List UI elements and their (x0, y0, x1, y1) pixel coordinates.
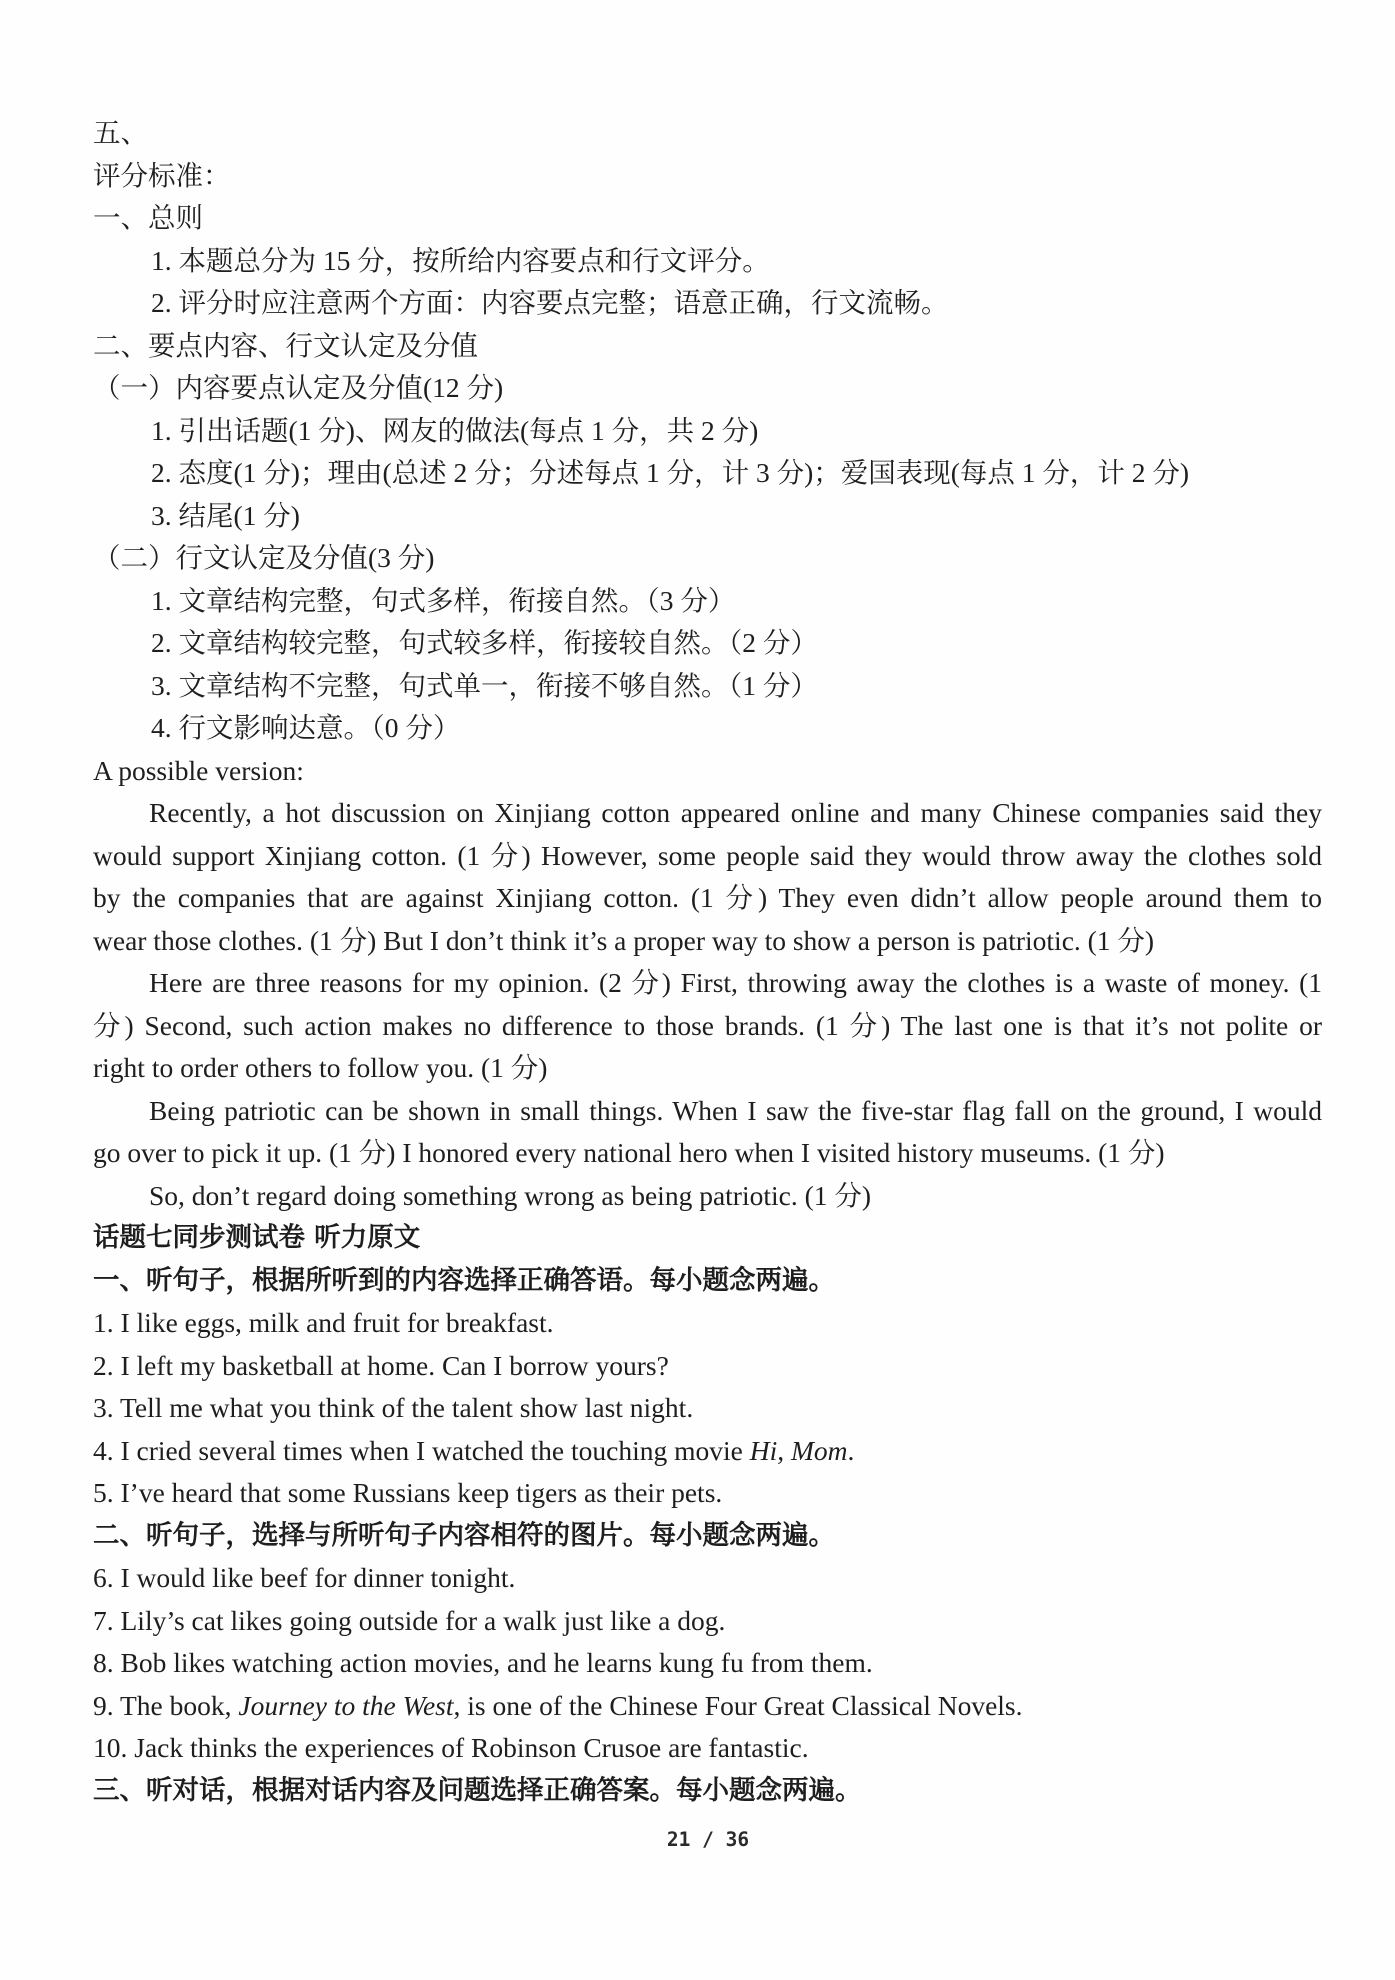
content-points-heading: （一）内容要点认定及分值(12 分) (93, 372, 504, 403)
listening-item (93, 1430, 1322, 1473)
listening-item-text: 4. I cried several times when I watched the touching movie (93, 1434, 750, 1466)
essay-line: So, don’t regard doing something wrong as being patriotic. (1 分) (149, 1179, 872, 1211)
general-principle-item: 2. 评分时应注意两个方面：内容要点完整；语意正确，行文流畅。 (151, 287, 949, 318)
listening-item (93, 1685, 1322, 1728)
book-title: Journey to the West (238, 1689, 454, 1721)
essay-line: would support Xinjiang cotton. (1 分) However, some people said they would throw away the clothes sold (93, 839, 1322, 871)
page-number: 21 / 36 (666, 1828, 750, 1851)
section-number: 五、 (93, 117, 148, 148)
essay-line: wear those clothes. (1 分) But I don’t think it’s a proper way to show a person is patriotic. (1 分) (93, 924, 1155, 956)
content-point-item: 3. 结尾(1 分) (151, 499, 300, 531)
essay-line: by the companies that are against Xinjiang cotton. (1 分) They even didn’t allow people around them to (93, 882, 1322, 913)
essay-line: Being patriotic can be shown in small things. When I saw the five-star flag fall on the ground, I would (149, 1094, 1322, 1126)
page-content (93, 112, 1322, 1812)
listening-item: 8. Bob likes watching action movies, and he learns kung fu from them. (93, 1647, 873, 1678)
movie-title: Hi, Mom (749, 1434, 848, 1466)
listening-part2-heading: 二、听句子，选择与所听句子内容相符的图片。每小题念两遍。 (93, 1519, 835, 1551)
essay-line: right to order others to follow you. (1 分) (93, 1052, 548, 1083)
listening-item-text-end: , is one of the Chinese Four Great Classical Novels. (453, 1689, 1023, 1721)
listening-script-title: 话题七同步测试卷 听力原文 (93, 1222, 421, 1253)
essay-line: Here are three reasons for my opinion. (2 分) First, throwing away the clothes is a waste of money. (1 (149, 967, 1322, 998)
scoring-criteria-title: 评分标准： (93, 159, 231, 191)
essay-line: go over to pick it up. (1 分) I honored every national hero when I visited history museums. (1 分) (93, 1137, 1165, 1168)
listening-item-text: 9. The book, (93, 1689, 239, 1721)
essay-line: 分) Second, such action makes no difference to those brands. (1 分) The last one is that it’s not polite or (93, 1009, 1322, 1041)
general-principles-heading: 一、总则 (93, 202, 203, 233)
listening-item-text-end: . (847, 1434, 855, 1466)
listening-item: 2. I left my basketball at home. Can I borrow yours? (93, 1349, 669, 1381)
writing-point-item: 1. 文章结构完整，句式多样，衔接自然。（3 分） (151, 584, 736, 616)
essay-line: Recently, a hot discussion on Xinjiang cotton appeared online and many Chinese companies said they (149, 797, 1322, 828)
writing-point-item: 4. 行文影响达意。（0 分） (151, 712, 461, 743)
listening-item: 10. Jack thinks the experiences of Robinson Crusoe are fantastic. (93, 1732, 809, 1763)
listening-item: 6. I would like beef for dinner tonight. (93, 1562, 516, 1593)
writing-points-heading: （二）行文认定及分值(3 分) (93, 542, 435, 573)
sample-essay-label: A possible version: (93, 754, 304, 786)
listening-item: 7. Lily’s cat likes going outside for a walk just like a dog. (93, 1604, 726, 1636)
writing-point-item: 3. 文章结构不完整，句式单一，衔接不够自然。（1 分） (151, 669, 818, 701)
listening-item: 5. I’ve heard that some Russians keep tigers as their pets. (93, 1477, 723, 1508)
listening-part1-heading: 一、听句子，根据所听到的内容选择正确答语。每小题念两遍。 (93, 1264, 835, 1296)
writing-point-item: 2. 文章结构较完整，句式较多样，衔接较自然。（2 分） (151, 627, 818, 658)
content-point-item: 2. 态度(1 分)；理由(总述 2 分；分述每点 1 分，计 3 分)；爱国表现(每点 1 分，计 2 分) (151, 457, 1190, 488)
listening-item: 1. I like eggs, milk and fruit for breakfast. (93, 1307, 554, 1338)
listening-item: 3. Tell me what you think of the talent show last night. (93, 1392, 694, 1423)
listening-part3-heading: 三、听对话，根据对话内容及问题选择正确答案。每小题念两遍。 (93, 1774, 862, 1806)
general-principle-item: 1. 本题总分为 15 分，按所给内容要点和行文评分。 (151, 244, 770, 276)
content-point-item: 1. 引出话题(1 分)、网友的做法(每点 1 分，共 2 分) (151, 414, 759, 446)
key-points-heading: 二、要点内容、行文认定及分值 (93, 329, 478, 361)
